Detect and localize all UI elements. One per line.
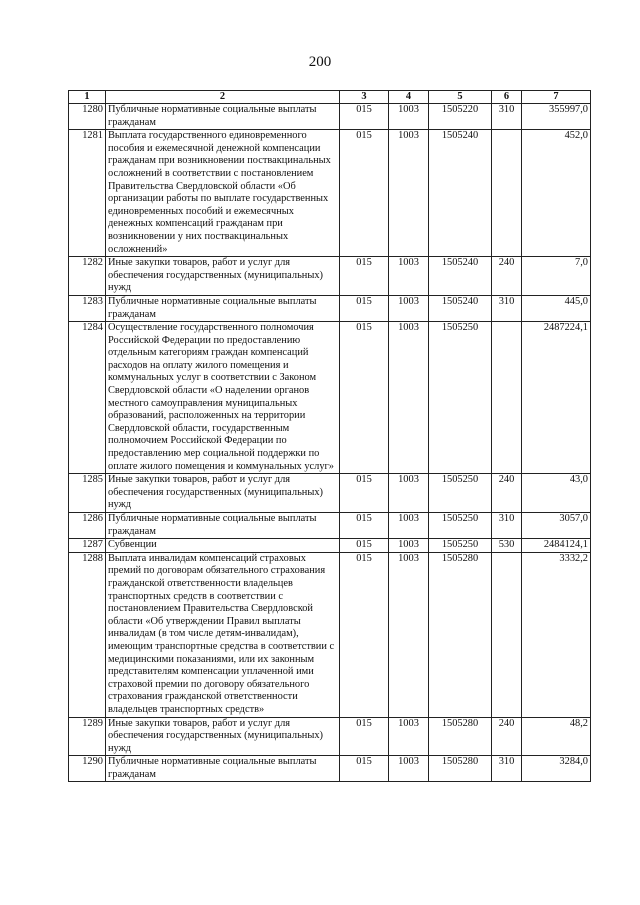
row-number: 1285 — [69, 474, 106, 513]
ministry-code: 015 — [340, 539, 389, 553]
target-code: 1505250 — [429, 322, 492, 474]
table-row — [69, 756, 591, 782]
row-amount: 2487224,1 — [522, 322, 591, 474]
row-name: Иные закупки товаров, работ и услуг для обеспечения государственных (муниципальных) нужд — [106, 257, 340, 296]
row-amount: 2484124,1 — [522, 539, 591, 553]
section-code: 1003 — [389, 717, 429, 756]
target-code: 1505220 — [429, 104, 492, 130]
row-number: 1290 — [69, 756, 106, 782]
table-row — [69, 552, 591, 717]
row-name: Выплата государственного единовременного пособия и ежемесячной денежной компенсации гражданам при возникновении поствакцинальных осложнений в соответствии с постановлением Правительства Свердловской области «Об организации работы по выплате государственных единовременных пособий и ежемесячных денежных компенсаций гражданам при возникновении у них поствакцинальных осложнений» — [106, 130, 340, 257]
expense-type-code — [492, 322, 522, 474]
ministry-code: 015 — [340, 257, 389, 296]
row-amount: 43,0 — [522, 474, 591, 513]
expense-type-code: 240 — [492, 257, 522, 296]
ministry-code: 015 — [340, 552, 389, 717]
target-code: 1505240 — [429, 257, 492, 296]
row-amount: 355997,0 — [522, 104, 591, 130]
row-name: Иные закупки товаров, работ и услуг для обеспечения государственных (муниципальных) нужд — [106, 474, 340, 513]
row-name: Публичные нормативные социальные выплаты гражданам — [106, 104, 340, 130]
row-number: 1283 — [69, 295, 106, 321]
expense-type-code — [492, 130, 522, 257]
column-header: 1 — [69, 91, 106, 104]
ministry-code: 015 — [340, 322, 389, 474]
row-name: Публичные нормативные социальные выплаты гражданам — [106, 513, 340, 539]
target-code: 1505280 — [429, 552, 492, 717]
expense-type-code: 240 — [492, 717, 522, 756]
row-number: 1282 — [69, 257, 106, 296]
row-amount: 3057,0 — [522, 513, 591, 539]
expense-type-code: 310 — [492, 513, 522, 539]
ministry-code: 015 — [340, 756, 389, 782]
row-number: 1286 — [69, 513, 106, 539]
ministry-code: 015 — [340, 513, 389, 539]
row-number: 1287 — [69, 539, 106, 553]
row-number: 1289 — [69, 717, 106, 756]
target-code: 1505280 — [429, 756, 492, 782]
row-number: 1281 — [69, 130, 106, 257]
row-number: 1288 — [69, 552, 106, 717]
budget-table — [68, 90, 591, 782]
row-name: Публичные нормативные социальные выплаты гражданам — [106, 756, 340, 782]
ministry-code: 015 — [340, 130, 389, 257]
row-number: 1280 — [69, 104, 106, 130]
table-row — [69, 322, 591, 474]
row-number: 1284 — [69, 322, 106, 474]
table-row — [69, 474, 591, 513]
expense-type-code: 240 — [492, 474, 522, 513]
table-row — [69, 130, 591, 257]
section-code: 1003 — [389, 513, 429, 539]
ministry-code: 015 — [340, 474, 389, 513]
table-row — [69, 104, 591, 130]
page-number: 200 — [308, 54, 332, 70]
row-name: Иные закупки товаров, работ и услуг для обеспечения государственных (муниципальных) нужд — [106, 717, 340, 756]
table-row — [69, 717, 591, 756]
row-name: Публичные нормативные социальные выплаты гражданам — [106, 295, 340, 321]
row-amount: 3332,2 — [522, 552, 591, 717]
target-code: 1505280 — [429, 717, 492, 756]
row-name: Осуществление государственного полномочия Российской Федерации по предоставлению отдельным категориям граждан компенсаций расходов на оплату жилого помещения и коммунальных услуг в соответствии с Законом Свердловской области «О наделении органов местного самоуправления муниципальных образований, расположенных на территории Свердловской области, государственным полномочием Российской Федерации по предоставлению мер социальной поддержки по оплате жилого помещения и коммунальных услуг» — [106, 322, 340, 474]
row-amount: 48,2 — [522, 717, 591, 756]
section-code: 1003 — [389, 756, 429, 782]
target-code: 1505240 — [429, 130, 492, 257]
section-code: 1003 — [389, 322, 429, 474]
target-code: 1505240 — [429, 295, 492, 321]
expense-type-code: 310 — [492, 295, 522, 321]
expense-type-code: 530 — [492, 539, 522, 553]
expense-type-code — [492, 552, 522, 717]
expense-type-code: 310 — [492, 756, 522, 782]
table-row — [69, 513, 591, 539]
table-row — [69, 295, 591, 321]
target-code: 1505250 — [429, 539, 492, 553]
row-name: Субвенции — [106, 539, 340, 553]
column-header: 4 — [389, 91, 429, 104]
row-amount: 3284,0 — [522, 756, 591, 782]
column-header: 3 — [340, 91, 389, 104]
ministry-code: 015 — [340, 104, 389, 130]
row-amount: 7,0 — [522, 257, 591, 296]
table-header-row — [69, 91, 591, 104]
ministry-code: 015 — [340, 717, 389, 756]
section-code: 1003 — [389, 130, 429, 257]
column-header: 5 — [429, 91, 492, 104]
ministry-code: 015 — [340, 295, 389, 321]
row-amount: 445,0 — [522, 295, 591, 321]
table-row — [69, 539, 591, 553]
section-code: 1003 — [389, 257, 429, 296]
column-header: 2 — [106, 91, 340, 104]
section-code: 1003 — [389, 552, 429, 717]
table-row — [69, 257, 591, 296]
column-header: 6 — [492, 91, 522, 104]
target-code: 1505250 — [429, 474, 492, 513]
row-name: Выплата инвалидам компенсаций страховых премий по договорам обязательного страхования гражданской ответственности владельцев транспортных средств в соответствии с постановлением Правительства Свердловской области «Об утверждении Правил выплаты инвалидам (в том числе детям-инвалидам), имеющим транспортные средства в соответствии с медицинскими показаниями, или их законным представителям компенсации уплаченной ими страховой премии по договору обязательного страхования гражданской ответственности владельцев транспортных средств» — [106, 552, 340, 717]
section-code: 1003 — [389, 295, 429, 321]
target-code: 1505250 — [429, 513, 492, 539]
section-code: 1003 — [389, 474, 429, 513]
section-code: 1003 — [389, 104, 429, 130]
column-header: 7 — [522, 91, 591, 104]
row-amount: 452,0 — [522, 130, 591, 257]
expense-type-code: 310 — [492, 104, 522, 130]
section-code: 1003 — [389, 539, 429, 553]
